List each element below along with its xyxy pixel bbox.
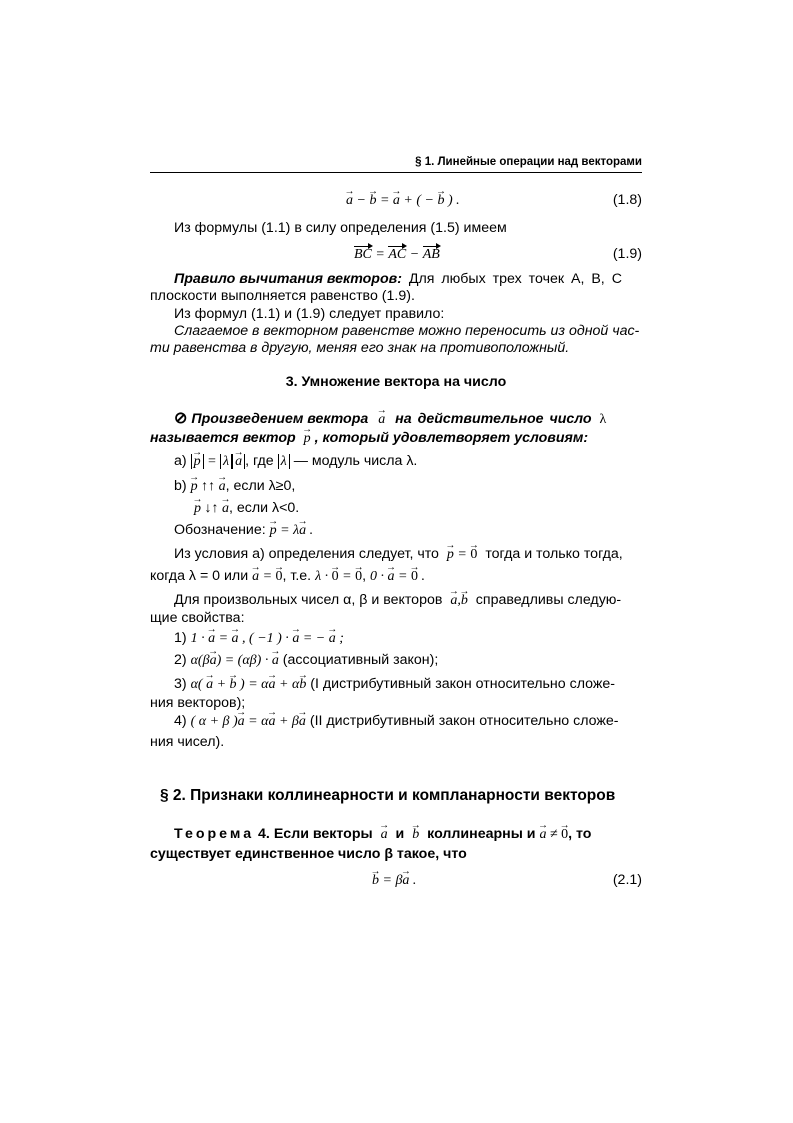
paragraph-condition: Из условия а) определения следует, что → p = → 0 тогда и только тогда, — [174, 546, 642, 563]
paragraph-properties: Для произвольных чисел α, β и векторов → a,→ b справедливы следую- — [174, 592, 621, 609]
equation-number: (1.9) — [612, 246, 642, 262]
condition-a: a) → p = λ→ a , где λ — модуль числа λ. — [174, 453, 417, 470]
paragraph-condition-cont: когда λ = 0 или → a = → 0, т.е. λ · → 0 = → 0, 0 · → a = → 0 . — [150, 568, 425, 585]
rule-italic: Слагаемое в векторном равенстве можно переносить из одной час- — [174, 323, 640, 339]
running-head: § 1. Линейные операции над векторами — [150, 156, 642, 173]
rule-text-cont: плоскости выполняется равенство (1.9). — [150, 288, 415, 304]
theorem-4-cont: существует единственное число β такое, что — [150, 846, 467, 862]
condition-b2: → p ↓↑ → a, если λ<0. — [194, 500, 299, 517]
theorem-4: Теорема 4. Если векторы → a и → b коллинеарны и → a ≠ → 0, то — [174, 826, 591, 843]
property-2: 2) α(β→ a) = (αβ) · → a (ассоциативный закон); — [174, 652, 438, 669]
property-4-cont: ния чисел). — [150, 734, 225, 750]
property-4: 4) ( α + β )→ a = α→ a + β→ a (II дистрибутивный закон относительно сложе- — [174, 713, 618, 730]
paragraph-properties-cont: щие свойства: — [150, 610, 245, 626]
definition-mark-icon: ⊘ — [174, 410, 188, 427]
section-title: 3. Умножение вектора на число — [285, 374, 507, 390]
condition-b1: b) → p ↑↑ → a, если λ≥0, — [174, 478, 295, 495]
rule-title: Правило вычитания векторов: — [174, 271, 402, 287]
section-title: § 2. Признаки коллинеарности и компланарности векторов — [160, 787, 616, 804]
paragraph: Из формулы (1.1) в силу определения (1.5) имеем — [174, 220, 507, 236]
definition-line1: ⊘ Произведением вектора → a на действительное число λ — [174, 410, 606, 428]
rule-subtraction — [174, 271, 622, 288]
property-3-cont: ния векторов); — [150, 695, 246, 711]
paragraph: Из формул (1.1) и (1.9) следует правило: — [174, 306, 445, 322]
rule-text: Для любых трех точек A, B, C — [401, 271, 622, 287]
rule-italic-cont: ти равенства в другую, меняя его знак на противоположный. — [150, 340, 570, 356]
equation-number: (2.1) — [612, 872, 642, 888]
notation: Обозначение: → p = λ→ a . — [174, 522, 313, 539]
equation-number: (1.8) — [612, 192, 642, 208]
definition-line2: называется вектор → p , который удовлетворяет условиям: — [150, 430, 588, 447]
property-3: 3) α( → a + → b ) = α→ a + α→ b (I дистрибутивный закон относительно сложе- — [174, 676, 615, 693]
property-1: 1) 1 · → a = → a , ( −1 ) · → a = − → a ; — [174, 630, 344, 647]
